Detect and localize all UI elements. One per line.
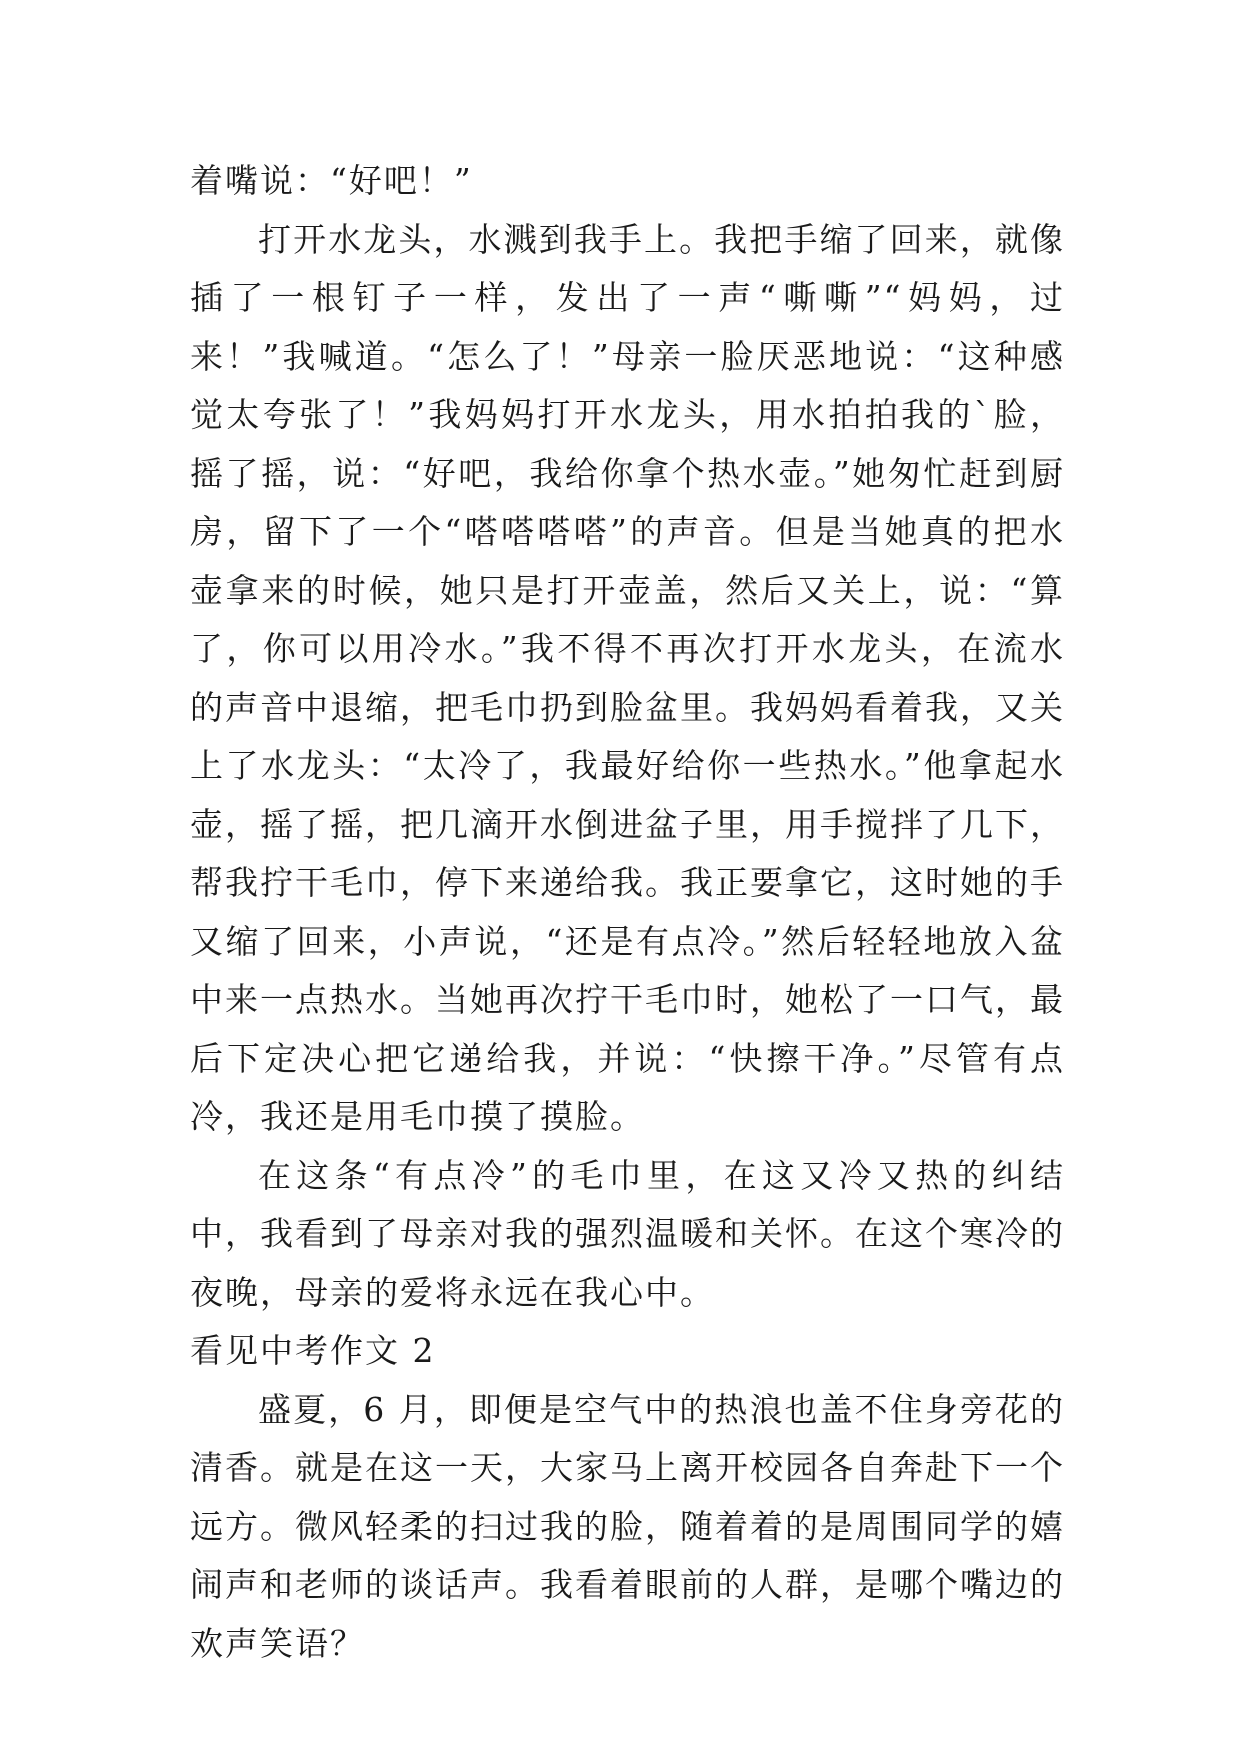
paragraph-continuation: 着嘴说：“好吧！” xyxy=(190,161,473,200)
document-page xyxy=(190,152,1065,1673)
essay-heading: 看见中考作文 2 xyxy=(190,1331,436,1370)
paragraph-summer-opening: 盛夏，6 月，即便是空气中的热浪也盖不住身旁花的清香。就是在这一天，大家马上离开校园各自奔赴下一个远方。微风轻柔的扫过我的脸，随着着的是周围同学的嬉闹声和老师的谈话声。我看着眼前的人群，是哪个嘴边的欢声笑语？ xyxy=(190,1389,1065,1663)
paragraph-faucet-story: 打开水龙头，水溅到我手上。我把手缩了回来，就像插了一根钉子一样，发出了一声“嘶嘶”“妈妈，过来！”我喊道。“怎么了！”母亲一脸厌恶地说：“这种感觉太夸张了！”我妈妈打开水龙头，用水拍拍我的`脸，摇了摇，说：“好吧，我给你拿个热水壶。”她匆忙赶到厨房，留下了一个“嗒嗒嗒嗒”的声音。但是当她真的把水壶拿来的时候，她只是打开壶盖，然后又关上，说：“算了，你可以用冷水。”我不得不再次打开水龙头，在流水的声音中退缩，把毛巾扔到脸盆里。我妈妈看着我，又关上了水龙头：“太冷了，我最好给你一些热水。”他拿起水壶，摇了摇，把几滴开水倒进盆子里，用手搅拌了几下，帮我拧干毛巾，停下来递给我。我正要拿它，这时她的手又缩了回来，小声说，“还是有点冷。”然后轻轻地放入盆中来一点热水。当她再次拧干毛巾时，她松了一口气，最后下定决心把它递给我，并说：“快擦干净。”尽管有点冷，我还是用毛巾摸了摸脸。 xyxy=(190,219,1065,1136)
paragraph-conclusion: 在这条“有点冷”的毛巾里，在这又冷又热的纠结中，我看到了母亲对我的强烈温暖和关怀。在这个寒冷的夜晚，母亲的爱将永远在我心中。 xyxy=(190,1155,1065,1312)
